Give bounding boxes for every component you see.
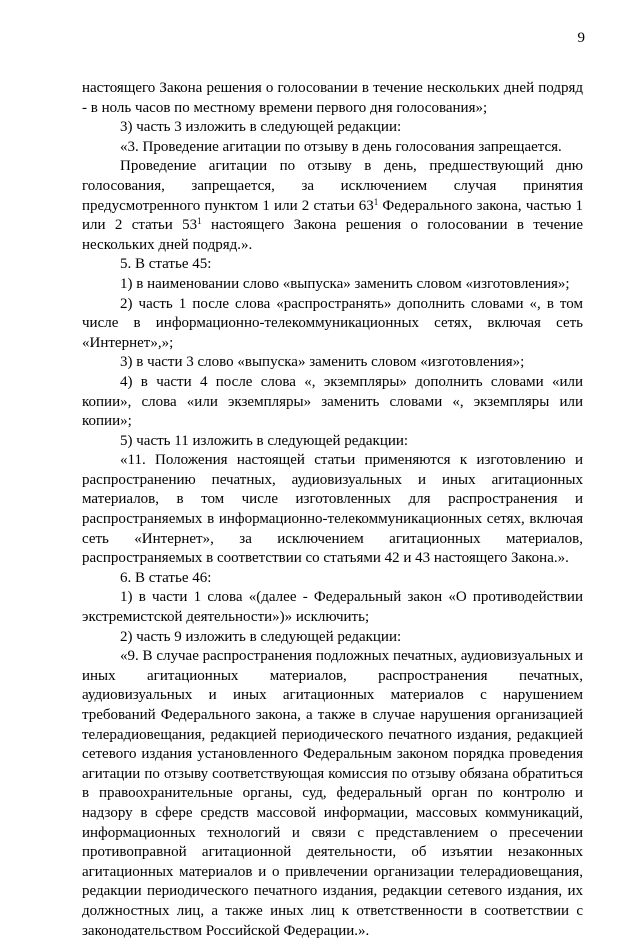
- paragraph-part-3-continuation: [82, 157, 583, 255]
- page-number: 9: [577, 30, 585, 46]
- paragraph-part-9-text: «9. В случае распространения подложных печатных, аудиовизуальных и иных агитационных материалов, распространения печатных, аудиовизуальных и иных агитационных материалов с нарушением требований Федерального закона, а также в случае нарушения организацией телерадиовещания, редакцией периодического печатного издания, редакцией сетевого издания установленного Федеральным законом порядка проведения агитации по отзыву соответствующая комиссия по отзыву обязана обратиться в правоохранительные органы, суд, федеральный орган по контролю и надзору в сфере средств массовой информации, массовых коммуникаций, информационных технологий и связи с представлением о пресечении противоправной агитационной деятельности, об изъятии незаконных агитационных материалов и о привлечении организации телерадиовещания, редакции периодического печатного издания, редакции сетевого издания, их должностных лиц, а также иных лиц к ответственности в соответствии с законодательством Российской Федерации.».: [82, 648, 583, 939]
- paragraph-item-1: 1) в части 1 слова «(далее - Федеральный закон «О противодействии экстремистской деятельности»)» исключить;: [82, 589, 583, 626]
- paragraph-section-6-heading: 6. В статье 46:: [120, 569, 212, 586]
- text-segment: Проведение агитации по отзыву в день, предшествующий дню голосования, запрещается, за исключением случая принятия предусмотренного пунктом 1 или 2 статьи 63: [82, 158, 583, 214]
- paragraph-continuation: настоящего Закона решения о голосовании в течение нескольких дней подряд - в ноль часов по местному времени первого дня голосования»;: [82, 80, 583, 116]
- superscript: 1: [373, 196, 379, 207]
- paragraph-item-3-heading: 3) часть 3 изложить в следующей редакции:: [120, 119, 402, 136]
- paragraph-item-4: 4) в части 4 после слова «, экземпляры» дополнить словами «или копии», слова «или экземпляры» заменить словами «, экземпляры или копии»;: [82, 373, 583, 430]
- paragraph-item-1: 1) в наименовании слово «выпуска» заменить словом «изготовления»;: [120, 275, 570, 292]
- superscript: 1: [197, 216, 202, 227]
- paragraph-item-5: 5) часть 11 изложить в следующей редакции:: [120, 432, 409, 449]
- paragraph-item-3: 3) в части 3 слово «выпуска» заменить словом «изготовления»;: [120, 354, 525, 371]
- text-segment: Федерального закона, частью 1 или 2 статьи 53: [82, 197, 584, 234]
- paragraph-section-5-heading: 5. В статье 45:: [120, 256, 212, 273]
- paragraph-item-2: 2) часть 9 изложить в следующей редакции:: [120, 628, 402, 645]
- paragraph-part-3-text: «3. Проведение агитации по отзыву в день голосования запрещается.: [120, 138, 562, 155]
- document-body: [82, 79, 583, 941]
- paragraph-item-2: 2) часть 1 после слова «распространять» дополнить словами «, в том числе в информационно-телекоммуникационных сетях, включая сеть «Интернет»,»;: [82, 295, 583, 351]
- paragraph-part-11-text: «11. Положения настоящей статьи применяются к изготовлению и распространению печатных, аудиовизуальных и иных агитационных материалов, в том числе изготовленных для распространения и распространяемых в информационно-телекоммуникационных сетях, включая сеть «Интернет», за исключением агитационных материалов, распространяемых в соответствии со статьями 42 и 43 настоящего Закона.».: [82, 452, 583, 567]
- text-segment: настоящего Закона решения о голосовании в течение нескольких дней подряд.».: [82, 217, 583, 253]
